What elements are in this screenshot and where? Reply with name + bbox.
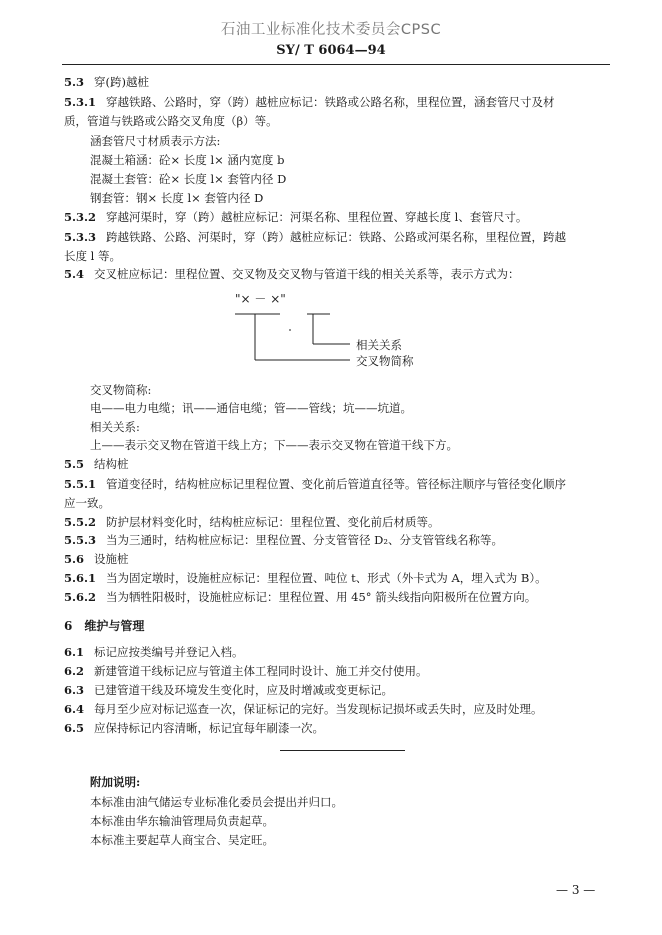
section-title: 穿(跨)越桩 xyxy=(94,75,149,89)
clause-number: 5.5.1 xyxy=(64,477,97,491)
clause-6-3 xyxy=(64,682,393,698)
clause-text: 穿越铁路、公路时，穿（跨）越桩应标记：铁路或公路名称，里程位置，涵套管尺寸及材 xyxy=(106,95,555,109)
section-title: 设施桩 xyxy=(94,552,129,566)
clause-5-6-1 xyxy=(64,570,547,586)
clause-5-5-1 xyxy=(64,476,566,492)
abbrev-text: 电——电力电缆；讯——通信电缆；管——管线；坑——坑道。 xyxy=(90,401,412,415)
standard-code: SY/ T 6064—94 xyxy=(276,43,386,58)
clause-text: 交叉桩应标记：里程位置、交叉物及交叉物与管道干线的相关关系等，表示方式为： xyxy=(94,267,520,281)
clause-6-4 xyxy=(64,701,543,717)
section-number: 5.5 xyxy=(64,457,85,471)
clause-6-5 xyxy=(64,720,324,736)
notation-line: 混凝土箱涵：砼× 长度 l× 涵内宽度 b xyxy=(90,153,285,167)
section-5-6-heading xyxy=(64,551,129,567)
marker-formula: "× － ×" xyxy=(235,292,286,306)
chapter-number: 6 xyxy=(64,619,73,633)
chapter-6-heading xyxy=(64,617,144,634)
label-abbreviation: 交叉物简称 xyxy=(356,354,414,368)
clause-number: 6.3 xyxy=(64,683,85,697)
clause-5-3-1-continued: 质，管道与铁路或公路交叉角度（β）等。 xyxy=(64,114,278,128)
clause-text: 当为牺牲阳极时，设施桩应标记：里程位置、用 45° 箭头线指向阳极所在位置方向。 xyxy=(106,590,537,604)
clause-text: 应保持标记内容清晰，标记宜每年刷漆一次。 xyxy=(94,721,325,735)
relation-title: 相关关系: xyxy=(90,420,140,434)
organization-name: 石油工业标准化技术委员会CPSC xyxy=(220,22,442,38)
clause-6-1 xyxy=(64,644,244,660)
clause-5-4 xyxy=(64,266,520,282)
section-number: 5.6 xyxy=(64,552,85,566)
section-title: 结构桩 xyxy=(94,457,129,471)
clause-text: 标记应按类编号并登记入档。 xyxy=(94,645,244,659)
clause-number: 5.3.3 xyxy=(64,230,97,244)
clause-text: 穿越河渠时，穿（跨）越桩应标记：河渠名称、里程位置、穿越长度 l、套管尺寸。 xyxy=(106,210,528,224)
clause-text: 防护层材料变化时，结构桩应标记：里程位置、变化前后材质等。 xyxy=(106,515,440,529)
clause-number: 5.6.2 xyxy=(64,590,97,604)
clause-text: 当为三通时，结构桩应标记：里程位置、分支管管径 D₂、分支管管线名称等。 xyxy=(106,533,503,547)
clause-5-6-2 xyxy=(64,589,536,605)
appendix-line: 本标准主要起草人商宝合、吴定旺。 xyxy=(90,833,274,847)
clause-number: 6.1 xyxy=(64,645,85,659)
marker-diagram xyxy=(225,306,355,366)
clause-number: 6.4 xyxy=(64,702,85,716)
clause-number: 5.6.1 xyxy=(64,571,97,585)
clause-5-5-2 xyxy=(64,514,440,530)
chapter-title: 维护与管理 xyxy=(84,619,145,633)
clause-text: 管道变径时，结构桩应标记里程位置、变化前后管道直径等。管径标注顺序与管径变化顺序 xyxy=(106,477,567,491)
clause-number: 5.3.2 xyxy=(64,210,97,224)
clause-number: 5.5.3 xyxy=(64,533,97,547)
clause-number: 5.3.1 xyxy=(64,95,97,109)
clause-text: 当为固定墩时，设施桩应标记：里程位置、吨位 t、形式（外卡式为 A，埋入式为 B）。 xyxy=(106,571,547,585)
page-number: — 3 — xyxy=(556,883,596,897)
dot xyxy=(289,329,291,331)
clause-number: 6.5 xyxy=(64,721,85,735)
clause-5-3-3-continued: 长度 l 等。 xyxy=(64,249,121,263)
notation-line: 钢套管：钢× 长度 l× 套管内径 D xyxy=(90,191,264,205)
clause-number: 5.4 xyxy=(64,267,85,281)
clause-text: 跨越铁路、公路、河渠时，穿（跨）越桩应标记：铁路、公路或河渠名称，里程位置，跨越 xyxy=(106,230,567,244)
clause-5-3-1 xyxy=(64,94,555,110)
clause-6-2 xyxy=(64,663,428,679)
abbrev-title: 交叉物简称: xyxy=(90,383,152,397)
section-number: 5.3 xyxy=(64,75,85,89)
notation-line: 混凝土套管：砼× 长度 l× 套管内径 D xyxy=(90,172,287,186)
appendix-title: 附加说明: xyxy=(90,775,141,789)
clause-text: 已建管道干线及环境发生变化时，应及时增减或变更标记。 xyxy=(94,683,394,697)
section-5-5-heading xyxy=(64,456,129,472)
notation-title: 涵套管尺寸材质表示方法: xyxy=(90,134,221,148)
clause-text: 新建管道干线标记应与管道主体工程同时设计、施工并交付使用。 xyxy=(94,664,428,678)
clause-5-3-3 xyxy=(64,229,566,245)
clause-number: 6.2 xyxy=(64,664,85,678)
appendix-line: 本标准由油气储运专业标准化委员会提出并归口。 xyxy=(90,795,343,809)
end-rule xyxy=(280,750,405,751)
relation-text: 上——表示交叉物在管道干线上方；下——表示交叉物在管道干线下方。 xyxy=(90,438,458,452)
clause-5-5-1-continued: 应一致。 xyxy=(64,496,110,510)
header-rule xyxy=(62,64,610,65)
label-relation: 相关关系 xyxy=(356,338,402,352)
section-5-3-heading xyxy=(64,74,149,90)
clause-5-3-2 xyxy=(64,209,527,225)
clause-5-5-3 xyxy=(64,532,503,548)
appendix-line: 本标准由华东输油管理局负责起草。 xyxy=(90,814,274,828)
clause-number: 5.5.2 xyxy=(64,515,97,529)
clause-text: 每月至少应对标记巡查一次，保证标记的完好。当发现标记损坏或丢失时，应及时处理。 xyxy=(94,702,543,716)
